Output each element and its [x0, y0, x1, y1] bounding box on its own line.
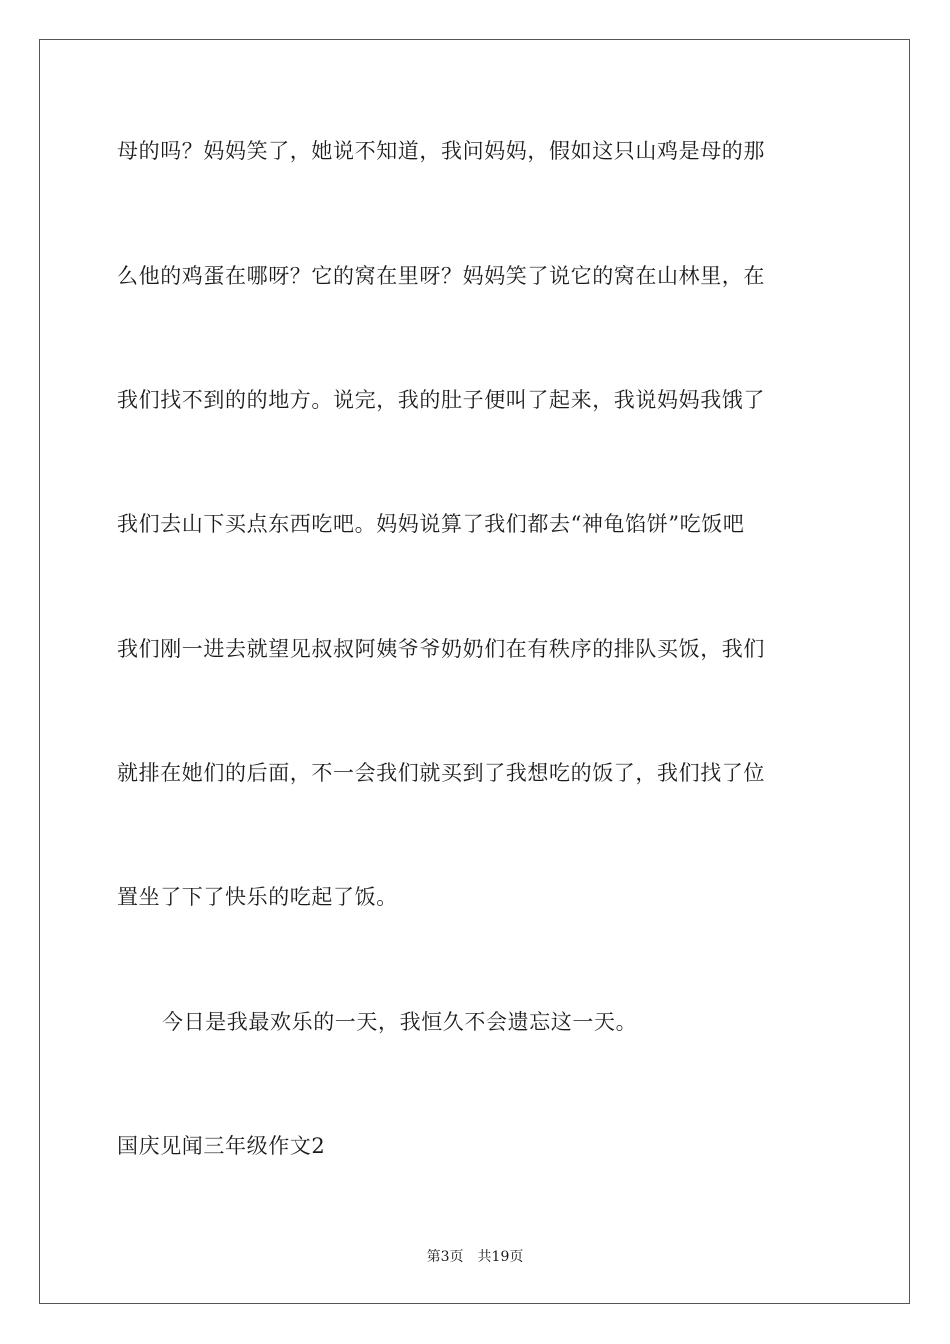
page-number: 第3页: [426, 1249, 464, 1265]
closing-paragraph: 今日是我最欢乐的一天，我恒久不会遗忘这一天。: [162, 1010, 638, 1034]
page-border: [39, 39, 910, 1304]
text-line-5: 我们刚一进去就望见叔叔阿姨爷爷奶奶们在有秩序的排队买饭，我们: [117, 637, 765, 661]
page-footer: [0, 1248, 950, 1266]
text-line-7: 置坐了下了快乐的吃起了饭。: [117, 885, 398, 909]
text-line-1: 母的吗？妈妈笑了，她说不知道，我问妈妈，假如这只山鸡是母的那: [117, 139, 765, 163]
section-title: 国庆见闻三年级作文2: [117, 1134, 326, 1158]
text-line-2: 么他的鸡蛋在哪呀？它的窝在里呀？妈妈笑了说它的窝在山林里，在: [117, 264, 765, 288]
text-line-3: 我们找不到的的地方。说完，我的肚子便叫了起来，我说妈妈我饿了: [117, 388, 765, 412]
text-line-6: 就排在她们的后面，不一会我们就买到了我想吃的饭了，我们找了位: [117, 761, 765, 785]
page-total: 共19页: [477, 1249, 524, 1265]
text-line-4: 我们去山下买点东西吃吧。妈妈说算了我们都去“神龟馅饼”吃饭吧: [117, 512, 745, 536]
